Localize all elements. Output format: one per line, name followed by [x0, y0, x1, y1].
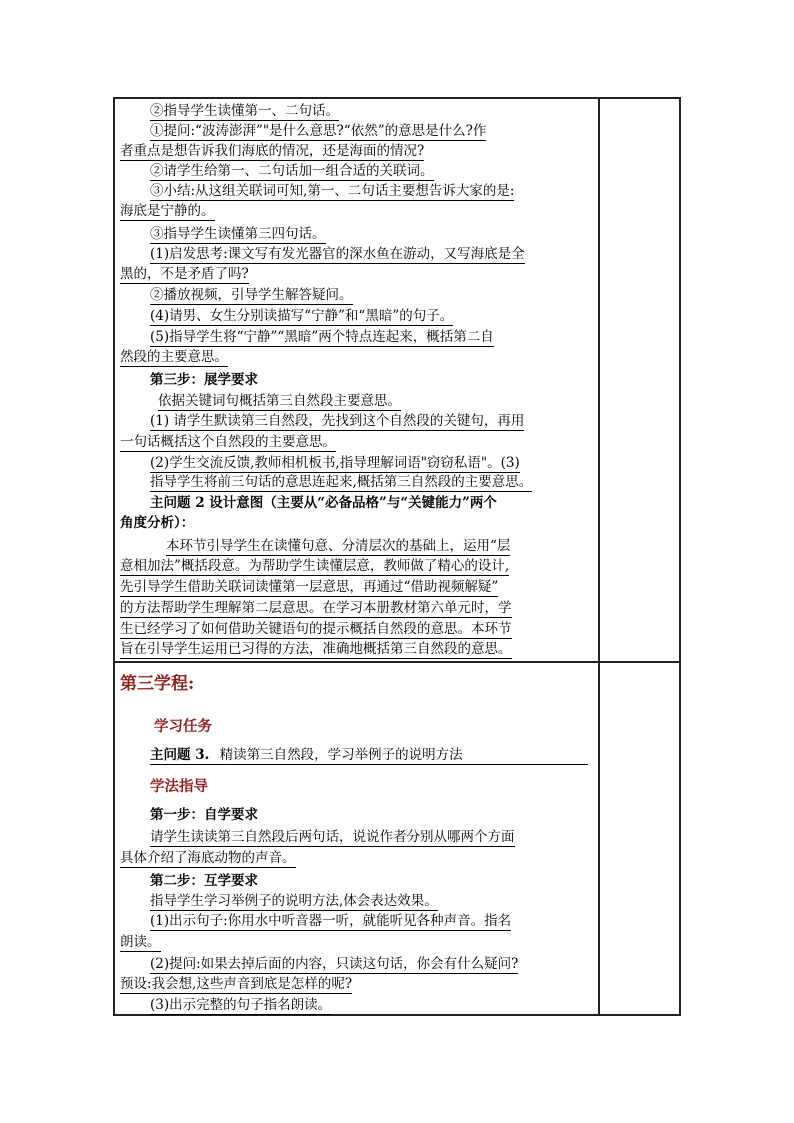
main-question-text: 精读第三自然段，学习举例子的说明方法	[219, 747, 463, 763]
column-divider	[598, 99, 600, 1014]
text-line: ③指导学生读懂第三四句话。	[150, 226, 326, 242]
text-line: ②指导学生读懂第一、二句话。	[150, 103, 339, 119]
text-line: 者重点是想告诉我们海底的情况，还是海面的情况?	[120, 143, 425, 159]
section-heading: 第三学程:	[120, 674, 195, 694]
text-line: (1)启发思考:课文写有发光器官的深水鱼在游动，又写海底是全	[150, 246, 525, 262]
text-line: (4)请男、女生分别读描写“宁静”和“黑暗”的句子。	[150, 308, 454, 324]
text-line: 预设:我会想,这些声音到底是怎样的呢?	[120, 976, 353, 992]
design-intent-heading: 主问题 2 设计意图（主要从“必备品格”与“关键能力”两个	[150, 495, 497, 511]
text-line: 然段的主要意思。	[120, 349, 228, 365]
text-line: (3)出示完整的句子指名朗读。	[150, 997, 332, 1013]
text-line: ①提问:“波涛澎湃”"是什么意思?“依然”的意思是什么?作	[150, 123, 487, 139]
main-question-label: 主问题 3.	[150, 747, 210, 763]
text-line: 黑的，不是矛盾了吗?	[120, 266, 249, 282]
text-line: 请学生读读第三自然段后两句话，说说作者分别从哪两个方面	[150, 829, 515, 845]
main-question-3	[150, 747, 588, 765]
method-heading: 学法指导	[150, 778, 208, 795]
text-line: 具体介绍了海底动物的声音。	[120, 850, 296, 866]
step-heading: 第一步：自学要求	[150, 807, 258, 823]
row-divider	[115, 661, 679, 663]
text-line: (5)指导学生将“宁静”“黑暗”两个特点连起来，概括第二自	[150, 329, 494, 345]
text-line: (2)提问:如果去掉后面的内容，只读这句话，你会有什么疑问?	[150, 956, 519, 972]
text-line: 的方法帮助学生理解第二层意思。在学习本册教材第六单元时，学	[120, 600, 512, 616]
step-heading: 第二步：互学要求	[150, 873, 258, 889]
text-line: 指导学生学习举例子的说明方法,体会表达效果。	[150, 893, 438, 909]
text-line: 依据关键词句概括第三自然段主要意思。	[158, 393, 401, 409]
text-line: 朗读。	[120, 934, 161, 950]
text-line: 生已经学习了如何借助关键语句的提示概括自然段的意思。本环节	[120, 621, 512, 637]
text-line: ③小结:从这组关联词可知,第一、二句话主要想告诉大家的是:	[150, 183, 515, 199]
text-line: (1) 请学生默读第三自然段，先找到这个自然段的关键句，再用	[150, 413, 525, 429]
text-line: 本环节引导学生在读懂句意、分清层次的基础上，运用“层	[166, 538, 511, 554]
task-heading: 学习任务	[154, 718, 212, 735]
text-line: ②播放视频，引导学生解答疑问。	[150, 287, 353, 303]
text-line: ②请学生给第一、二句话加一组合适的关联词。	[150, 163, 434, 179]
text-line: 指导学生将前三句话的意思连起来,概括第三自然段的主要意思。	[150, 474, 533, 490]
text-line: 意相加法”概括段意。为帮助学生读懂层意，教师做了精心的设计,	[120, 558, 510, 574]
design-intent-heading-cont: 角度分析）：	[120, 515, 195, 531]
step-heading: 第三步：展学要求	[150, 372, 258, 388]
text-line: 旨在引导学生运用已习得的方法，准确地概括第三自然段的意思。	[120, 641, 512, 657]
text-line: (2)学生交流反馈,教师相机板书,指导理解词语"窃窃私语"。(3)	[150, 455, 520, 471]
text-line: 一句话概括这个自然段的主要意思。	[120, 434, 336, 450]
text-line: (1)出示句子:你用水中听音器一听，就能听见各种声音。指名	[150, 913, 512, 929]
text-line: 先引导学生借助关联词读懂第一层意思，再通过“借助视频解疑”	[120, 579, 499, 595]
text-line: 海底是宁静的。	[120, 203, 215, 219]
